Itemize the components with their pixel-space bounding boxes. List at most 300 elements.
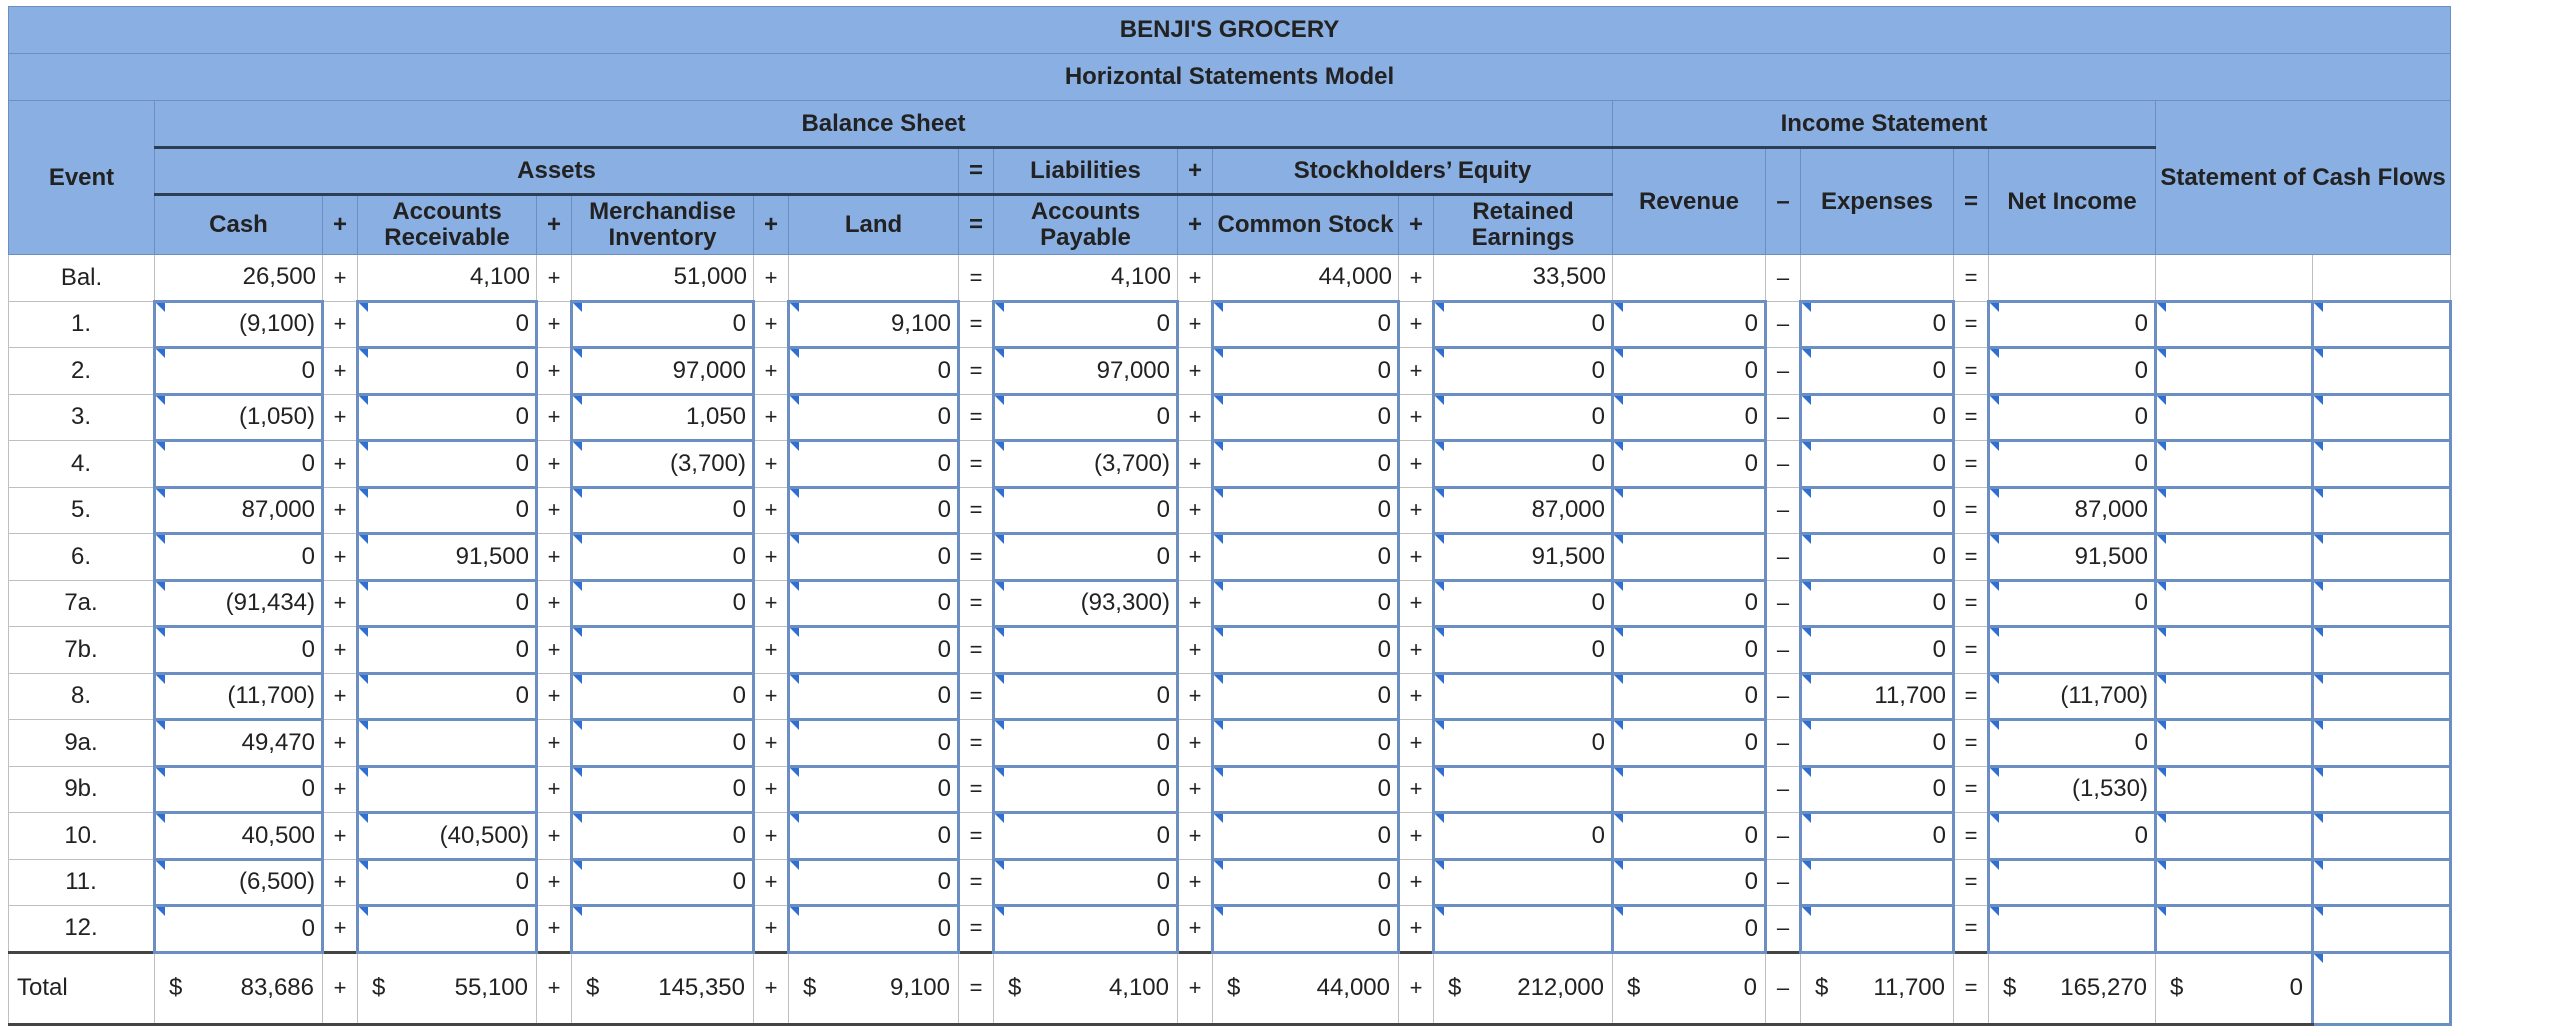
operator-sign: +: [537, 720, 572, 767]
operator-sign: =: [959, 348, 994, 395]
cash-flow-activity-input[interactable]: [2313, 766, 2451, 813]
operator-sign: +: [537, 952, 572, 1024]
land-input[interactable]: 0: [789, 441, 959, 488]
total-cash-flow-amount-input: [2156, 952, 2313, 1024]
expenses-input[interactable]: 0: [1801, 301, 1954, 348]
operator-sign: –: [1766, 720, 1801, 767]
total-accounts-payable-input: [994, 952, 1178, 1024]
operator-sign: +: [754, 720, 789, 767]
expenses-input[interactable]: 0: [1801, 394, 1954, 441]
operator-sign: +: [323, 255, 358, 302]
cash-flow-amount-input[interactable]: [2156, 906, 2313, 953]
operator-sign: =: [959, 487, 994, 534]
operator-sign: +: [1399, 720, 1434, 767]
total-value: 11,700: [1873, 974, 1945, 1001]
common-stock-input[interactable]: 0: [1213, 859, 1399, 906]
operator-sign: +: [754, 627, 789, 674]
operator-sign: –: [1766, 534, 1801, 581]
table-row: [9, 394, 2451, 441]
retained-earnings-input: 33,500: [1434, 255, 1613, 302]
land-input[interactable]: 0: [789, 813, 959, 860]
operator-sign: =: [959, 673, 994, 720]
operator-sign: +: [323, 348, 358, 395]
equals-sign: =: [1954, 148, 1989, 255]
table-row: [9, 255, 2451, 302]
operator-sign: =: [959, 255, 994, 302]
retained-earnings-input[interactable]: 0: [1434, 720, 1613, 767]
accounts-receivable-input[interactable]: (40,500): [358, 813, 537, 860]
event-label: 2.: [9, 348, 155, 395]
revenue-header: Revenue: [1613, 148, 1766, 255]
cash-input[interactable]: 87,000: [155, 487, 323, 534]
accounts-receivable-input[interactable]: 0: [358, 673, 537, 720]
land-input[interactable]: 0: [789, 580, 959, 627]
accounts-payable-input[interactable]: 0: [994, 487, 1178, 534]
operator-sign: +: [754, 534, 789, 581]
merchandise-inventory-input[interactable]: 0: [572, 534, 754, 581]
land-input: [789, 255, 959, 302]
operator-sign: =: [959, 627, 994, 674]
revenue-input[interactable]: 0: [1613, 580, 1766, 627]
equals-sign: =: [959, 195, 994, 255]
operator-sign: +: [754, 441, 789, 488]
table-row: [9, 673, 2451, 720]
retained-earnings-input[interactable]: [1434, 766, 1613, 813]
operator-sign: +: [323, 301, 358, 348]
accounts-payable-input[interactable]: 0: [994, 673, 1178, 720]
net-income-input[interactable]: [1989, 627, 2156, 674]
retained-earnings-input[interactable]: 0: [1434, 301, 1613, 348]
land-input[interactable]: 0: [789, 348, 959, 395]
common-stock-input[interactable]: 0: [1213, 766, 1399, 813]
operator-sign: +: [537, 906, 572, 953]
revenue-input[interactable]: 0: [1613, 720, 1766, 767]
cash-input[interactable]: (91,434): [155, 580, 323, 627]
land-input[interactable]: 0: [789, 720, 959, 767]
operator-sign: +: [754, 255, 789, 302]
accounts-payable-input[interactable]: 0: [994, 813, 1178, 860]
operator-sign: =: [959, 441, 994, 488]
cash-input[interactable]: 0: [155, 766, 323, 813]
retained-earnings-input[interactable]: [1434, 673, 1613, 720]
cash-flow-amount-input[interactable]: [2156, 580, 2313, 627]
model-subtitle: Horizontal Statements Model: [9, 54, 2451, 101]
total-value: 44,000: [1316, 974, 1390, 1001]
accounts-receivable-header: Accounts Receivable: [358, 195, 537, 255]
event-label: 12.: [9, 906, 155, 953]
operator-sign: =: [1954, 348, 1989, 395]
operator-sign: +: [537, 255, 572, 302]
cash-flow-amount-input[interactable]: [2156, 673, 2313, 720]
total-retained-earnings-input: [1434, 952, 1613, 1024]
operator-sign: =: [1954, 859, 1989, 906]
cash-flow-activity-input[interactable]: [2313, 952, 2451, 1024]
total-revenue-input: [1613, 952, 1766, 1024]
land-input[interactable]: 0: [789, 766, 959, 813]
land-input[interactable]: 0: [789, 487, 959, 534]
cash-input[interactable]: (11,700): [155, 673, 323, 720]
expenses-input[interactable]: [1801, 906, 1954, 953]
table-row: [9, 906, 2451, 953]
cash-input[interactable]: 0: [155, 441, 323, 488]
operator-sign: –: [1766, 487, 1801, 534]
operator-sign: +: [1178, 534, 1213, 581]
operator-sign: =: [1954, 255, 1989, 302]
accounts-payable-input[interactable]: 0: [994, 859, 1178, 906]
merchandise-inventory-input[interactable]: 97,000: [572, 348, 754, 395]
accounts-payable-input[interactable]: (93,300): [994, 580, 1178, 627]
cash-input[interactable]: 0: [155, 906, 323, 953]
net-income-input[interactable]: 91,500: [1989, 534, 2156, 581]
cash-flow-amount-input[interactable]: [2156, 487, 2313, 534]
operator-sign: =: [1954, 487, 1989, 534]
total-label: Total: [9, 952, 155, 1024]
land-input[interactable]: 0: [789, 627, 959, 674]
accounts-payable-input[interactable]: (3,700): [994, 441, 1178, 488]
revenue-input[interactable]: 0: [1613, 348, 1766, 395]
accounts-receivable-input[interactable]: 0: [358, 859, 537, 906]
expenses-input[interactable]: 0: [1801, 813, 1954, 860]
operator-sign: =: [959, 859, 994, 906]
retained-earnings-input[interactable]: 91,500: [1434, 534, 1613, 581]
accounts-payable-input[interactable]: 0: [994, 720, 1178, 767]
cash-flow-activity-input[interactable]: [2313, 813, 2451, 860]
revenue-input[interactable]: 0: [1613, 627, 1766, 674]
retained-earnings-input[interactable]: [1434, 859, 1613, 906]
operator-sign: +: [754, 394, 789, 441]
accounts-receivable-input[interactable]: [358, 720, 537, 767]
operator-sign: +: [323, 627, 358, 674]
cash-flow-amount-input[interactable]: [2156, 394, 2313, 441]
cash-flow-activity-input[interactable]: [2313, 394, 2451, 441]
revenue-input[interactable]: 0: [1613, 906, 1766, 953]
operator-sign: +: [323, 859, 358, 906]
common-stock-input[interactable]: 0: [1213, 580, 1399, 627]
total-value: 4,100: [1108, 974, 1169, 1001]
retained-earnings-input[interactable]: 0: [1434, 580, 1613, 627]
accounts-receivable-input[interactable]: 0: [358, 580, 537, 627]
common-stock-input[interactable]: 0: [1213, 301, 1399, 348]
accounts-payable-input[interactable]: 0: [994, 906, 1178, 953]
operator-sign: =: [1954, 766, 1989, 813]
cash-header: Cash: [155, 195, 323, 255]
operator-sign: +: [1178, 627, 1213, 674]
operator-sign: =: [959, 301, 994, 348]
accounts-payable-input[interactable]: [994, 627, 1178, 674]
net-income-input[interactable]: (1,530): [1989, 766, 2156, 813]
merchandise-inventory-input[interactable]: 1,050: [572, 394, 754, 441]
operator-sign: +: [1399, 534, 1434, 581]
operator-sign: +: [537, 813, 572, 860]
operator-sign: +: [323, 952, 358, 1024]
operator-sign: +: [1178, 255, 1213, 302]
revenue-input[interactable]: [1613, 534, 1766, 581]
net-income-input[interactable]: 0: [1989, 441, 2156, 488]
cash-input[interactable]: 0: [155, 534, 323, 581]
currency-symbol: $: [1627, 974, 1641, 1001]
accounts-payable-input[interactable]: 0: [994, 534, 1178, 581]
cash-flow-activity-input[interactable]: [2313, 627, 2451, 674]
operator-sign: –: [1766, 813, 1801, 860]
retained-earnings-input[interactable]: 0: [1434, 813, 1613, 860]
revenue-input[interactable]: [1613, 487, 1766, 534]
cash-flow-amount-input[interactable]: [2156, 813, 2313, 860]
cash-flow-activity-input[interactable]: [2313, 441, 2451, 488]
operator-sign: =: [959, 394, 994, 441]
expenses-input[interactable]: 0: [1801, 441, 1954, 488]
common-stock-input[interactable]: 0: [1213, 673, 1399, 720]
merchandise-inventory-input[interactable]: 0: [572, 580, 754, 627]
net-income-input[interactable]: 0: [1989, 301, 2156, 348]
land-input[interactable]: 0: [789, 534, 959, 581]
merchandise-inventory-input[interactable]: (3,700): [572, 441, 754, 488]
operator-sign: –: [1766, 952, 1801, 1024]
horizontal-statements-table: [8, 6, 2452, 1026]
expenses-header: Expenses: [1801, 148, 1954, 255]
event-label: 7a.: [9, 580, 155, 627]
common-stock-input[interactable]: 0: [1213, 394, 1399, 441]
land-input[interactable]: 0: [789, 906, 959, 953]
expenses-input[interactable]: 0: [1801, 720, 1954, 767]
cash-flow-activity-input[interactable]: [2313, 534, 2451, 581]
revenue-input[interactable]: 0: [1613, 301, 1766, 348]
operator-sign: +: [1399, 580, 1434, 627]
operator-sign: =: [1954, 580, 1989, 627]
cash-flow-amount-input[interactable]: [2156, 859, 2313, 906]
cash-input[interactable]: (1,050): [155, 394, 323, 441]
cash-input[interactable]: (6,500): [155, 859, 323, 906]
cash-flows-header: Statement of Cash Flows: [2156, 101, 2451, 255]
expenses-input[interactable]: 0: [1801, 627, 1954, 674]
operator-sign: +: [1399, 859, 1434, 906]
common-stock-input[interactable]: 0: [1213, 627, 1399, 674]
operator-sign: –: [1766, 394, 1801, 441]
cash-flow-activity-input[interactable]: [2313, 580, 2451, 627]
merchandise-inventory-input[interactable]: 0: [572, 301, 754, 348]
operator-sign: =: [1954, 673, 1989, 720]
accounts-payable-input[interactable]: 97,000: [994, 348, 1178, 395]
expenses-input[interactable]: 0: [1801, 766, 1954, 813]
expenses-input[interactable]: 0: [1801, 487, 1954, 534]
operator-sign: +: [754, 348, 789, 395]
expenses-input[interactable]: 11,700: [1801, 673, 1954, 720]
operator-sign: –: [1766, 859, 1801, 906]
operator-sign: +: [323, 487, 358, 534]
cash-input[interactable]: 0: [155, 348, 323, 395]
event-label: 9b.: [9, 766, 155, 813]
net-income-input[interactable]: 87,000: [1989, 487, 2156, 534]
operator-sign: +: [754, 673, 789, 720]
operator-sign: +: [537, 534, 572, 581]
event-label: 6.: [9, 534, 155, 581]
net-income-input[interactable]: 0: [1989, 394, 2156, 441]
merchandise-inventory-input[interactable]: 0: [572, 487, 754, 534]
retained-earnings-input[interactable]: [1434, 906, 1613, 953]
cash-flow-amount-input[interactable]: [2156, 627, 2313, 674]
cash-input[interactable]: 40,500: [155, 813, 323, 860]
operator-sign: +: [1399, 487, 1434, 534]
net-income-input[interactable]: 0: [1989, 720, 2156, 767]
operator-sign: +: [754, 766, 789, 813]
cash-flow-amount-input[interactable]: [2156, 720, 2313, 767]
cash-flow-activity-input[interactable]: [2313, 348, 2451, 395]
operator-sign: +: [754, 813, 789, 860]
accounts-payable-header: Accounts Payable: [994, 195, 1178, 255]
land-input[interactable]: 9,100: [789, 301, 959, 348]
cash-flow-activity-input[interactable]: [2313, 487, 2451, 534]
operator-sign: =: [1954, 720, 1989, 767]
event-label: 8.: [9, 673, 155, 720]
event-label: 11.: [9, 859, 155, 906]
operator-sign: –: [1766, 441, 1801, 488]
statement-grid: [8, 6, 2452, 1026]
net-income-input[interactable]: 0: [1989, 813, 2156, 860]
merchandise-inventory-input[interactable]: 0: [572, 720, 754, 767]
cash-flow-activity-input[interactable]: [2313, 859, 2451, 906]
cash-input: 26,500: [155, 255, 323, 302]
revenue-input[interactable]: 0: [1613, 813, 1766, 860]
cash-flow-amount-input[interactable]: [2156, 301, 2313, 348]
operator-sign: +: [1399, 394, 1434, 441]
operator-sign: =: [1954, 906, 1989, 953]
merchandise-inventory-header: Merchandise Inventory: [572, 195, 754, 255]
cash-input[interactable]: 0: [155, 627, 323, 674]
cash-flow-activity-input[interactable]: [2313, 720, 2451, 767]
cash-flow-amount-input[interactable]: [2156, 534, 2313, 581]
event-header: Event: [9, 101, 155, 255]
operator-sign: +: [537, 627, 572, 674]
cash-flow-amount-input[interactable]: [2156, 766, 2313, 813]
common-stock-input[interactable]: 0: [1213, 441, 1399, 488]
accounts-receivable-input[interactable]: 0: [358, 487, 537, 534]
merchandise-inventory-input[interactable]: [572, 906, 754, 953]
operator-sign: +: [1399, 673, 1434, 720]
land-input[interactable]: 0: [789, 859, 959, 906]
balance-sheet-header: Balance Sheet: [155, 101, 1613, 148]
operator-sign: +: [537, 441, 572, 488]
common-stock-input[interactable]: 0: [1213, 906, 1399, 953]
revenue-input[interactable]: 0: [1613, 441, 1766, 488]
retained-earnings-input[interactable]: 0: [1434, 348, 1613, 395]
currency-symbol: $: [1227, 974, 1241, 1001]
revenue-input: [1613, 255, 1766, 302]
merchandise-inventory-input[interactable]: 0: [572, 859, 754, 906]
revenue-input[interactable]: 0: [1613, 859, 1766, 906]
operator-sign: +: [1178, 441, 1213, 488]
operator-sign: +: [323, 580, 358, 627]
merchandise-inventory-input[interactable]: 0: [572, 673, 754, 720]
liabilities-header: Liabilities: [994, 148, 1178, 195]
cash-flow-activity-input[interactable]: [2313, 301, 2451, 348]
operator-sign: +: [1178, 813, 1213, 860]
accounts-receivable-input[interactable]: 0: [358, 394, 537, 441]
accounts-payable-input[interactable]: 0: [994, 766, 1178, 813]
event-label: 9a.: [9, 720, 155, 767]
accounts-payable-input[interactable]: 0: [994, 394, 1178, 441]
cash-flow-activity-input[interactable]: [2313, 673, 2451, 720]
revenue-input[interactable]: 0: [1613, 394, 1766, 441]
currency-symbol: $: [1815, 974, 1829, 1001]
accounts-receivable-input[interactable]: 91,500: [358, 534, 537, 581]
revenue-input[interactable]: 0: [1613, 673, 1766, 720]
accounts-receivable-input[interactable]: [358, 766, 537, 813]
operator-sign: +: [1399, 627, 1434, 674]
net-income-input[interactable]: [1989, 859, 2156, 906]
plus-sign: +: [1178, 195, 1213, 255]
merchandise-inventory-input[interactable]: 0: [572, 766, 754, 813]
retained-earnings-input[interactable]: 0: [1434, 627, 1613, 674]
operator-sign: –: [1766, 627, 1801, 674]
common-stock-input[interactable]: 0: [1213, 487, 1399, 534]
accounts-receivable-input[interactable]: 0: [358, 441, 537, 488]
net-income-input[interactable]: 0: [1989, 348, 2156, 395]
accounts-receivable-input[interactable]: 0: [358, 627, 537, 674]
total-land-input: [789, 952, 959, 1024]
land-input[interactable]: 0: [789, 673, 959, 720]
cash-input[interactable]: (9,100): [155, 301, 323, 348]
total-value: 83,686: [240, 974, 314, 1001]
total-common-stock-input: [1213, 952, 1399, 1024]
cash-flow-amount-input[interactable]: [2156, 348, 2313, 395]
operator-sign: =: [1954, 301, 1989, 348]
cash-input[interactable]: 49,470: [155, 720, 323, 767]
plus-sign: +: [537, 195, 572, 255]
merchandise-inventory-input[interactable]: [572, 627, 754, 674]
expenses-input[interactable]: [1801, 859, 1954, 906]
retained-earnings-input[interactable]: 87,000: [1434, 487, 1613, 534]
company-title: BENJI'S GROCERY: [9, 7, 2451, 54]
expenses-input[interactable]: 0: [1801, 580, 1954, 627]
merchandise-inventory-input[interactable]: 0: [572, 813, 754, 860]
cash-flow-activity-input[interactable]: [2313, 906, 2451, 953]
income-statement-header: Income Statement: [1613, 101, 2156, 148]
operator-sign: +: [537, 487, 572, 534]
operator-sign: =: [959, 952, 994, 1024]
retained-earnings-input[interactable]: 0: [1434, 441, 1613, 488]
accounts-receivable-input[interactable]: 0: [358, 301, 537, 348]
table-row: [9, 580, 2451, 627]
expenses-input: [1801, 255, 1954, 302]
cash-flow-amount-input[interactable]: [2156, 441, 2313, 488]
common-stock-input[interactable]: 0: [1213, 534, 1399, 581]
revenue-input[interactable]: [1613, 766, 1766, 813]
common-stock-input[interactable]: 0: [1213, 348, 1399, 395]
accounts-payable-input[interactable]: 0: [994, 301, 1178, 348]
land-input[interactable]: 0: [789, 394, 959, 441]
common-stock-input[interactable]: 0: [1213, 720, 1399, 767]
merchandise-inventory-input: 51,000: [572, 255, 754, 302]
accounts-receivable-input[interactable]: 0: [358, 348, 537, 395]
event-label: 4.: [9, 441, 155, 488]
table-row: [9, 627, 2451, 674]
event-label: 3.: [9, 394, 155, 441]
table-row: [9, 348, 2451, 395]
net-income-input[interactable]: 0: [1989, 580, 2156, 627]
expenses-input[interactable]: 0: [1801, 348, 1954, 395]
common-stock-header: Common Stock: [1213, 195, 1399, 255]
net-income-input[interactable]: [1989, 906, 2156, 953]
common-stock-input[interactable]: 0: [1213, 813, 1399, 860]
net-income-input[interactable]: (11,700): [1989, 673, 2156, 720]
retained-earnings-input[interactable]: 0: [1434, 394, 1613, 441]
table-row: [9, 487, 2451, 534]
expenses-input[interactable]: 0: [1801, 534, 1954, 581]
operator-sign: +: [1178, 859, 1213, 906]
equals-sign: =: [959, 148, 994, 195]
operator-sign: =: [1954, 394, 1989, 441]
accounts-receivable-input[interactable]: 0: [358, 906, 537, 953]
operator-sign: +: [754, 487, 789, 534]
